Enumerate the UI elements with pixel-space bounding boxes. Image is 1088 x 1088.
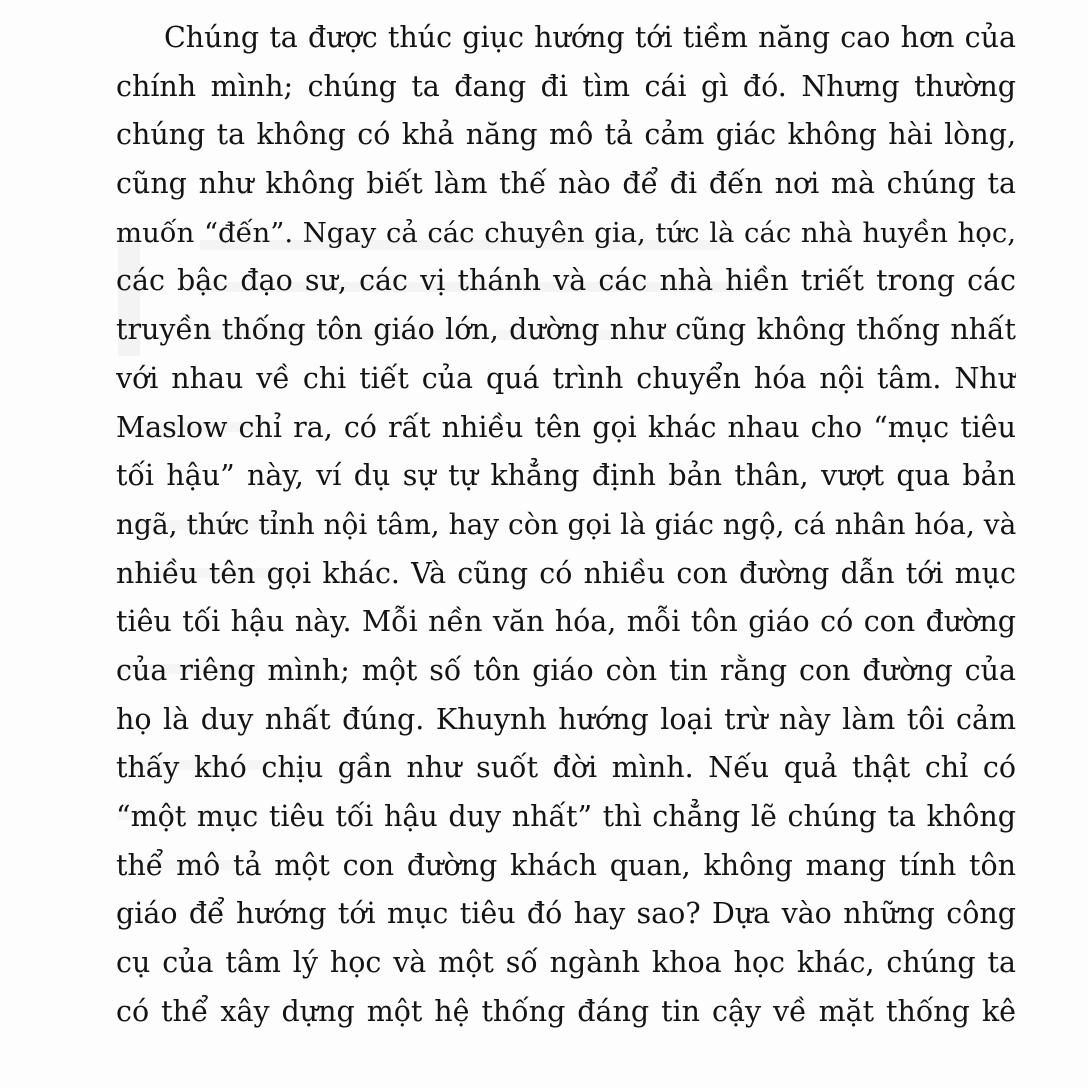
paragraph-line: cụ của tâm lý học và một số ngành khoa học khác, chúng ta	[116, 946, 1016, 980]
paragraph-line: thấy khó chịu gần như suốt đời mình. Nếu quả thật chỉ có	[116, 751, 1016, 785]
paragraph-line: giáo để hướng tới mục tiêu đó hay sao? Dựa vào những công	[116, 897, 1016, 931]
paragraph-line: nhiều tên gọi khác. Và cũng có nhiều con đường dẫn tới mục	[116, 556, 1016, 590]
paragraph-line: thể mô tả một con đường khách quan, không mang tính tôn	[116, 848, 1016, 882]
paragraph-line: Maslow chỉ ra, có rất nhiều tên gọi khác nhau cho “mục tiêu	[116, 410, 1016, 444]
paragraph-line: ngã, thức tỉnh nội tâm, hay còn gọi là giác ngộ, cá nhân hóa, và	[116, 507, 1016, 541]
paragraph-line: Chúng ta được thúc giục hướng tới tiềm năng cao hơn của	[164, 21, 1016, 54]
paragraph-line: họ là duy nhất đúng. Khuynh hướng loại trừ này làm tôi cảm	[116, 702, 1016, 736]
paragraph-line: chúng ta không có khả năng mô tả cảm giác không hài lòng,	[116, 118, 1016, 152]
paragraph-line: truyền thống tôn giáo lớn, dường như cũng không thống nhất	[116, 313, 1016, 347]
paragraph-line: tối hậu” này, ví dụ sự tự khẳng định bản thân, vượt qua bản	[116, 459, 1016, 493]
paragraph-line: chính mình; chúng ta đang đi tìm cái gì đó. Nhưng thường	[116, 69, 1016, 103]
paragraph-line: các bậc đạo sư, các vị thánh và các nhà hiền triết trong các	[116, 264, 1016, 298]
paragraph	[116, 14, 1016, 1036]
paragraph-line: có thể xây dựng một hệ thống đáng tin cậy về mặt thống kê	[116, 994, 1016, 1028]
paragraph-line: muốn “đến”. Ngay cả các chuyên gia, tức là các nhà huyền học,	[116, 216, 1016, 249]
paragraph-line: “một mục tiêu tối hậu duy nhất” thì chẳng lẽ chúng ta không	[116, 800, 1016, 833]
paragraph-line: tiêu tối hậu này. Mỗi nền văn hóa, mỗi tôn giáo có con đường	[116, 605, 1016, 639]
paragraph-line: với nhau về chi tiết của quá trình chuyển hóa nội tâm. Như	[116, 361, 1016, 395]
paragraph-line: cũng như không biết làm thế nào để đi đến nơi mà chúng ta	[116, 167, 1016, 201]
paragraph-line: của riêng mình; một số tôn giáo còn tin rằng con đường của	[116, 653, 1016, 687]
